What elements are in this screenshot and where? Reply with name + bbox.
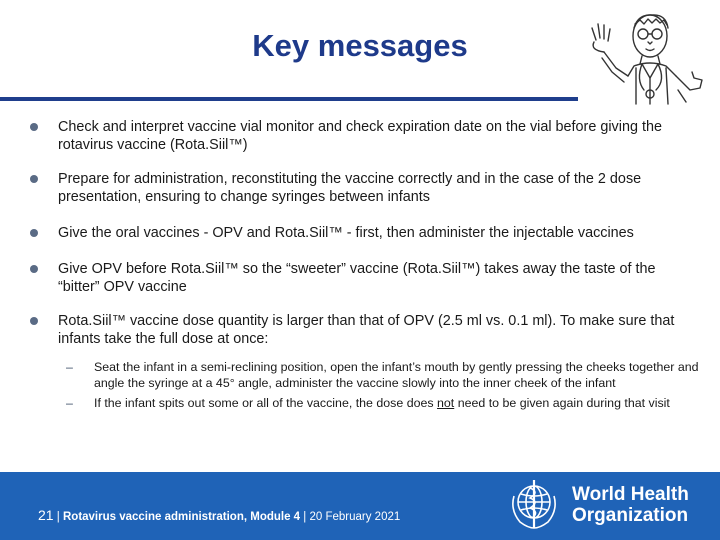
bullet-dot-icon [30,175,38,183]
list-item [30,224,700,242]
bullet-text: Give the oral vaccines - OPV and Rota.Siil™ - first, then administer the injectable vaccines [58,225,634,241]
footer-caption [38,507,400,523]
bullet-dot-icon [30,229,38,237]
list-item [30,118,700,154]
who-name-line2: Organization [572,505,689,526]
bullet-dot-icon [30,265,38,273]
sub-list-item [66,360,700,391]
who-emblem-icon [506,476,562,532]
sub-bullet-text-start: If the infant spits out some or all of the vaccine, the dose does [94,396,438,410]
footer-date: 20 February 2021 [309,511,401,523]
footer-separator: | [303,511,307,523]
list-item [30,312,700,412]
sub-bullet-text: Seat the infant in a semi-reclining position, open the infant’s mouth by gently pressing the cheeks together and angle the syringe at a 45° angle, administer the vaccine slowly into the inner cheek of the infant [94,360,699,390]
bullet-text: Check and interpret vaccine vial monitor and check expiration date on the vial before giving the rotavirus vaccine (Rota.Siil™) [58,119,662,153]
doctor-cartoon-icon [582,6,712,106]
dash-marker: – [66,360,73,374]
bullet-dot-icon [30,123,38,131]
footer-separator: | [56,511,60,523]
bullet-text: Give OPV before Rota.Siil™ so the “sweeter” vaccine (Rota.Siil™) takes away the taste of the “bitter” OPV vaccine [58,261,656,295]
sub-bullet-list [66,360,700,412]
list-item [30,260,700,296]
who-wordmark [572,484,689,526]
sub-bullet-text-end: need to be given again during that visit [454,396,670,410]
page-title: Key messages [252,28,468,63]
title-divider [0,97,578,101]
emphasis-not: not [437,396,455,410]
dash-marker: – [66,396,73,410]
key-messages-list [30,118,700,412]
page-number: 21 [38,507,54,523]
bullet-text: Rota.Siil™ vaccine dose quantity is larger than that of OPV (2.5 ml vs. 0.1 ml). To make sure that infants take the full dose at once: [58,313,675,347]
bullet-dot-icon [30,317,38,325]
module-title: Rotavirus vaccine administration, Module 4 [62,511,301,523]
sub-list-item [66,396,700,412]
list-item [30,170,700,206]
who-name-line1: World Health [572,484,689,505]
bullet-text: Prepare for administration, reconstituting the vaccine correctly and in the case of the 2 dose presentation, ensuring to change syringes between infants [58,171,642,205]
